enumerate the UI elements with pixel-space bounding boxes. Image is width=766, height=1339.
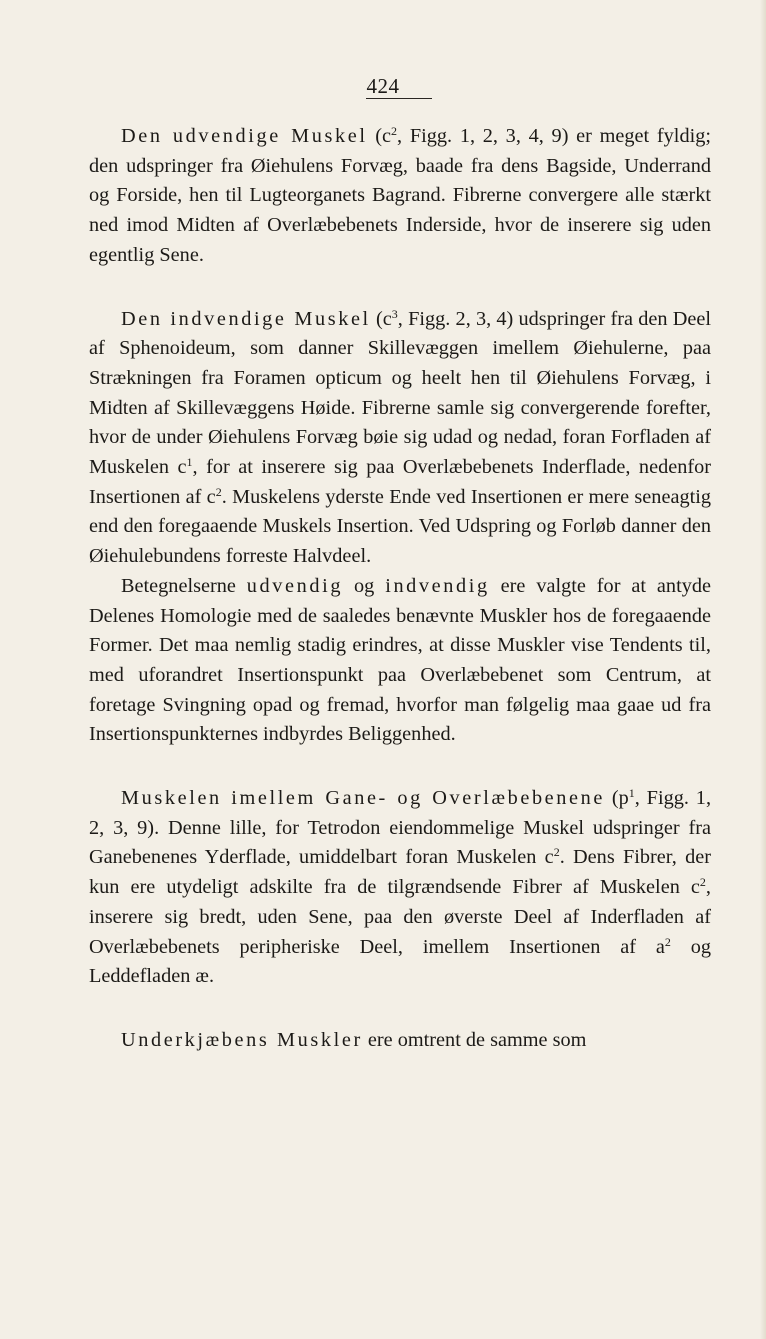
paragraph-lower-jaw — [89, 1026, 711, 1056]
term-udvendig: udvendig — [246, 574, 344, 597]
text-run: ere omtrent de samme som — [362, 1028, 587, 1051]
body-text — [89, 122, 711, 1056]
text-run: (c — [370, 307, 392, 330]
superscript: 2 — [215, 484, 222, 499]
paragraph-terminology — [89, 572, 711, 750]
page-number-underline — [366, 98, 432, 99]
text-run: (p — [604, 787, 629, 810]
term-lower-jaw-muscles: Underkjæbens Muskler — [121, 1028, 363, 1051]
superscript: 3 — [391, 306, 398, 321]
text-run: , Figg. 1, 2, 3, 4, 9) er meget fyldig; den udspringer fra Øiehulens Forvæg, baade fra dens Bagside, Underrand og Forside, hen til Lugteorganets Bagrand. Fibrerne convergere alle stærkt ned imod Midten af Overlæbebenets Inderside, hvor de inserere sig uden egentlig Sene. — [89, 125, 711, 266]
text-run: og — [343, 574, 386, 597]
superscript: 1 — [186, 455, 193, 470]
text-run: , inserere sig bredt, uden Sene, paa den øverste Deel af Inderfladen af Overlæbebenets peripheriske Deel, imellem Insertionen af a — [89, 876, 711, 958]
text-run: og Leddefladen æ. — [89, 935, 711, 988]
text-run: (c — [367, 125, 392, 147]
term-indvendig: indvendig — [385, 574, 490, 597]
text-run: , Figg. 1, 2, 3, 9). Denne lille, for Tetrodon eiendommelige Muskel udspringer fra Ganebenenes Yderflade, umiddelbart foran Muskelen c — [89, 787, 712, 869]
term-palatine-muscle: Muskelen imellem Gane- og Overlæbebenene — [121, 787, 605, 810]
superscript: 2 — [699, 875, 706, 890]
superscript: 2 — [664, 934, 671, 949]
paragraph-outer-muscle — [89, 122, 711, 271]
text-run: Betegnelserne — [121, 574, 247, 597]
superscript: 1 — [628, 786, 635, 801]
text-run: ere valgte for at antyde Delenes Homologie med de saaledes benævnte Muskler hos de foregaaende Former. Det maa nemlig stadig erindres, at disse Muskler vise Tendents til, med uforandret Insertionspunkt paa Overlæbebenet som Centrum, at foretage Svingning opad og fremad, hvorfor man følgelig maa gaae ud fra Insertionspunkternes indbyrdes Beliggenhed. — [89, 574, 711, 746]
page-number: 424 — [366, 74, 400, 98]
text-run: , Figg. 2, 3, 4) udspringer fra den Deel af Sphenoideum, som danner Skillevæggen imellem Øiehulerne, paa Strækningen fra Foramen opticum og heelt hen til Øiehulens Forvæg, i Midten af Skillevæggens Høide. Fibrerne samle sig convergerende forefter, hvor de under Øiehulens Forvæg bøie sig udad og nedad, foran Forfladen af Muskelen c — [89, 307, 711, 479]
superscript: 2 — [391, 124, 398, 138]
page-edge-shadow — [760, 0, 766, 1339]
paragraph-palatine-muscle — [89, 784, 711, 992]
term-outer-muscle: Den udvendige Muskel — [121, 125, 368, 147]
term-inner-muscle: Den indvendige Muskel — [121, 307, 371, 330]
superscript: 2 — [553, 845, 560, 860]
text-run: . Dens Fibrer, der kun ere utydeligt adskilte fra de tilgrændsende Fibrer af Muskelen c — [89, 846, 711, 899]
text-run: , for at inserere sig paa Overlæbebenets Inderflade, nedenfor Insertionen af c — [89, 456, 711, 508]
paragraph-inner-muscle — [89, 305, 711, 572]
text-run: . Muskelens yderste Ende ved Insertionen er mere seneagtig end den foregaaende Muskels Insertion. Ved Udspring og Forløb danner den Øiehulebundens forreste Halvdeel. — [89, 485, 711, 568]
